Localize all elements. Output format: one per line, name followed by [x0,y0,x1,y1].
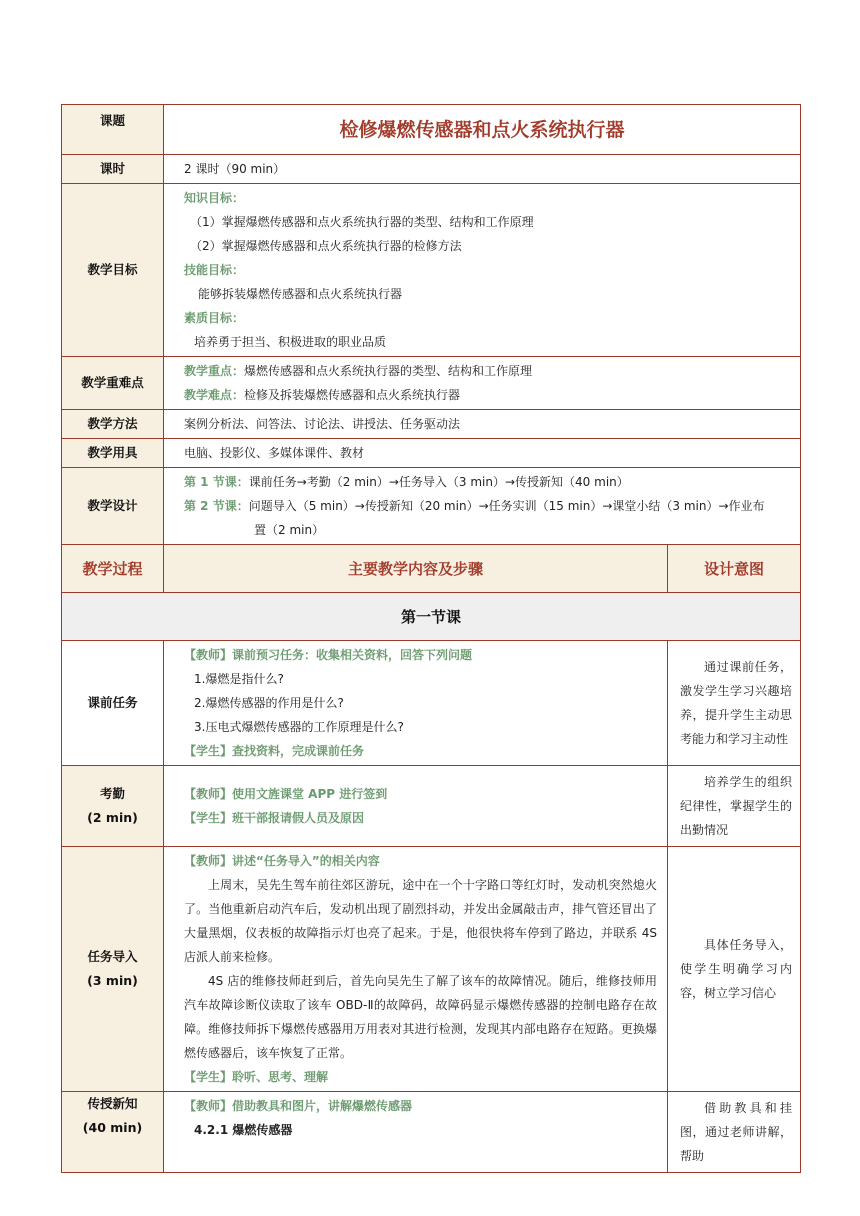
new-knowledge-label-cell [62,1092,164,1173]
design-content [164,468,801,545]
process-header-col1: 教学过程 [62,545,164,593]
new-knowledge-teacher: 【教师】借助教具和图片，讲解爆燃传感器 [184,1099,413,1113]
task-intro-label: 任务导入 [87,949,138,964]
pre-task-teacher: 【教师】课前预习任务：收集相关资料，回答下列问题 [184,648,473,662]
attendance-time: (2 min) [87,810,138,825]
attendance-student: 【学生】班干部报请假人员及原因 [184,811,365,825]
pre-task-question-3: 3.压电式爆燃传感器的工作原理是什么? [194,720,404,734]
pre-task-content [164,641,668,766]
tools-label: 教学用具 [62,439,164,468]
attendance-label: 考勤 [99,786,125,801]
task-intro-label-cell [62,847,164,1092]
design-2-title: 第 2 节课： [184,499,249,513]
hours-value: 2 课时（90 min） [164,155,801,184]
pre-task-label: 课前任务 [62,641,164,766]
task-intro-teacher: 【教师】讲述“任务导入”的相关内容 [184,854,380,868]
new-knowledge-label: 传授新知 [87,1096,138,1111]
key-points-label: 教学重难点 [62,357,164,410]
skill-title: 技能目标： [184,263,245,277]
lesson-plan-table [61,104,800,1173]
knowledge-item-2: （2）掌握爆燃传感器和点火系统执行器的检修方法 [190,239,462,253]
knowledge-item-1: （1）掌握爆燃传感器和点火系统执行器的类型、结构和工作原理 [190,215,534,229]
task-intro-time: (3 min) [87,973,138,988]
difficulty-title: 教学难点： [184,388,245,402]
task-intro-paragraph-1: 上周末，吴先生驾车前往郊区游玩，途中在一个十字路口等红灯时，发动机突然熄火了。当他重新启动汽车后，发动机出现了剧烈抖动，并发出金属敲击声，排气管还冒出了大量黑烟，仪表板的故障指示灯也亮了起来。于是，他很快将车停到了路边，并联系 4S 店派人前来检修。 [184,878,657,964]
attendance-content [164,766,668,847]
knowledge-title: 知识目标： [184,191,245,205]
design-2-continued: 置（2 min） [254,523,325,537]
quality-title: 素质目标： [184,311,245,325]
design-1-title: 第 1 节课： [184,475,249,489]
process-header-col3: 设计意图 [668,545,801,593]
new-knowledge-content [164,1092,668,1173]
task-intro-student: 【学生】聆听、思考、理解 [184,1070,329,1084]
pre-task-question-2: 2.爆燃传感器的作用是什么? [194,696,344,710]
tools-value: 电脑、投影仪、多媒体课件、教材 [164,439,801,468]
task-intro-intent: 具体任务导入，使学生明确学习内容，树立学习信心 [668,847,801,1092]
hours-label: 课时 [62,155,164,184]
key-points-content [164,357,801,410]
design-1-text: 课前任务→考勤（2 min）→任务导入（3 min）→传授新知（40 min） [248,475,629,489]
difficulty-text: 检修及拆装爆燃传感器和点火系统执行器 [244,388,461,402]
design-2-text: 问题导入（5 min）→传授新知（20 min）→任务实训（15 min）→课堂小结（3 min）→作业布 [248,499,765,513]
goals-label: 教学目标 [62,184,164,357]
method-value: 案例分析法、问答法、讨论法、讲授法、任务驱动法 [164,410,801,439]
lesson-title: 检修爆燃传感器和点火系统执行器 [164,105,801,155]
task-intro-content [164,847,668,1092]
design-label: 教学设计 [62,468,164,545]
goals-content [164,184,801,357]
attendance-intent: 培养学生的组织纪律性，掌握学生的出勤情况 [668,766,801,847]
key-title: 教学重点： [184,364,245,378]
new-knowledge-intent: 借助教具和挂图，通过老师讲解，帮助 [668,1092,801,1173]
pre-task-student: 【学生】查找资料，完成课前任务 [184,744,365,758]
key-text: 爆燃传感器和点火系统执行器的类型、结构和工作原理 [244,364,533,378]
task-intro-paragraph-2: 4S 店的维修技师赶到后，首先向吴先生了解了该车的故障情况。随后，维修技师用汽车故障诊断仪读取了该车 OBD-Ⅱ的故障码，故障码显示爆燃传感器的控制电路存在故障。维修技师拆下爆燃传感器用万用表对其进行检测，发现其内部电路存在短路。更换爆燃传感器后，该车恢复了正常。 [184,974,657,1060]
attendance-label-cell [62,766,164,847]
pre-task-question-1: 1.爆燃是指什么? [194,672,284,686]
pre-task-intent: 通过课前任务，激发学生学习兴趣培养，提升学生主动思考能力和学习主动性 [668,641,801,766]
skill-item-1: 能够拆装爆燃传感器和点火系统执行器 [198,287,403,301]
attendance-teacher: 【教师】使用文旌课堂 APP 进行签到 [184,787,388,801]
section-title: 第一节课 [62,593,801,641]
new-knowledge-time: (40 min) [82,1120,143,1135]
quality-item-1: 培养勇于担当、积极进取的职业品质 [194,335,387,349]
process-header-col2: 主要教学内容及步骤 [164,545,668,593]
new-knowledge-subheading: 4.2.1 爆燃传感器 [194,1123,293,1137]
topic-label: 课题 [62,105,164,155]
method-label: 教学方法 [62,410,164,439]
